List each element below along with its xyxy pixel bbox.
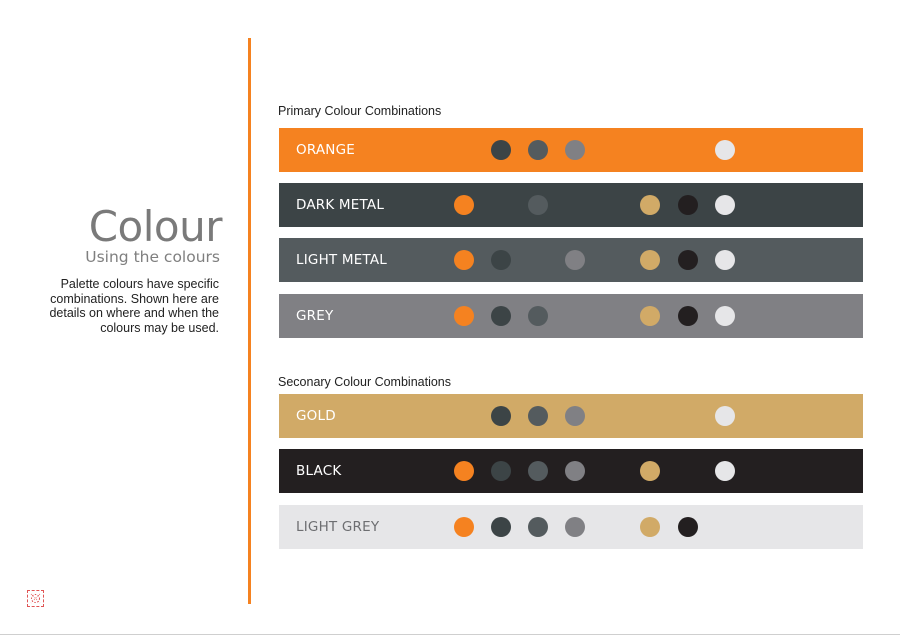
swatch-dot-light-metal — [528, 406, 548, 426]
swatch-dot-dark-metal — [491, 517, 511, 537]
swatch-dot-light-grey — [715, 250, 735, 270]
swatch-dot-grey — [565, 517, 585, 537]
swatch-dot-light-metal — [528, 461, 548, 481]
swatch-dot-gold — [640, 250, 660, 270]
swatch-dot-gold — [640, 195, 660, 215]
combination-row — [279, 238, 863, 282]
swatch-dot-grey — [565, 140, 585, 160]
swatch-dot-orange — [454, 517, 474, 537]
swatch-dot-light-metal — [528, 306, 548, 326]
orange-divider — [248, 38, 251, 604]
swatch-dot-light-metal — [528, 195, 548, 215]
swatch-dot-light-grey — [715, 306, 735, 326]
swatch-dot-black — [678, 195, 698, 215]
swatch-dot-light-grey — [715, 195, 735, 215]
swatch-dot-black — [678, 306, 698, 326]
swatch-dot-light-grey — [715, 406, 735, 426]
page-description: Palette colours have specific combinations. Shown here are details on where and when the colours may be used. — [49, 277, 219, 335]
swatch-dot-light-metal — [528, 517, 548, 537]
swatch-dot-gold — [640, 517, 660, 537]
swatch-dot-orange — [454, 461, 474, 481]
secondary-section-heading: Seconary Colour Combinations — [278, 375, 452, 389]
swatch-dot-light-grey — [715, 140, 735, 160]
row-label: DARK METAL — [296, 197, 385, 213]
swatch-dot-light-metal — [528, 140, 548, 160]
swatch-dot-gold — [640, 306, 660, 326]
swatch-dot-dark-metal — [491, 406, 511, 426]
swatch-dot-dark-metal — [491, 250, 511, 270]
logo-icon — [27, 590, 44, 607]
combination-row — [279, 128, 863, 172]
swatch-dot-grey — [565, 461, 585, 481]
swatch-dot-dark-metal — [491, 140, 511, 160]
combination-row — [279, 294, 863, 338]
combination-row — [279, 505, 863, 549]
page-subtitle: Using the colours — [85, 248, 220, 266]
swatch-dot-dark-metal — [491, 461, 511, 481]
row-label: ORANGE — [296, 142, 355, 158]
combination-row — [279, 183, 863, 227]
swatch-dot-orange — [454, 195, 474, 215]
swatch-dot-orange — [454, 306, 474, 326]
row-label: LIGHT METAL — [296, 252, 387, 268]
row-label: GREY — [296, 308, 334, 324]
row-label: BLACK — [296, 463, 342, 479]
swatch-dot-black — [678, 517, 698, 537]
swatch-dot-gold — [640, 461, 660, 481]
page-bottom-rule — [0, 634, 900, 635]
swatch-dot-grey — [565, 250, 585, 270]
swatch-dot-grey — [565, 406, 585, 426]
combination-row — [279, 394, 863, 438]
page-title: Colour — [88, 202, 222, 251]
row-label: GOLD — [296, 408, 336, 424]
swatch-dot-orange — [454, 250, 474, 270]
swatch-dot-light-grey — [715, 461, 735, 481]
combination-row — [279, 449, 863, 493]
swatch-dot-black — [678, 250, 698, 270]
primary-section-heading: Primary Colour Combinations — [278, 104, 442, 118]
row-label: LIGHT GREY — [296, 519, 380, 535]
swatch-dot-dark-metal — [491, 306, 511, 326]
